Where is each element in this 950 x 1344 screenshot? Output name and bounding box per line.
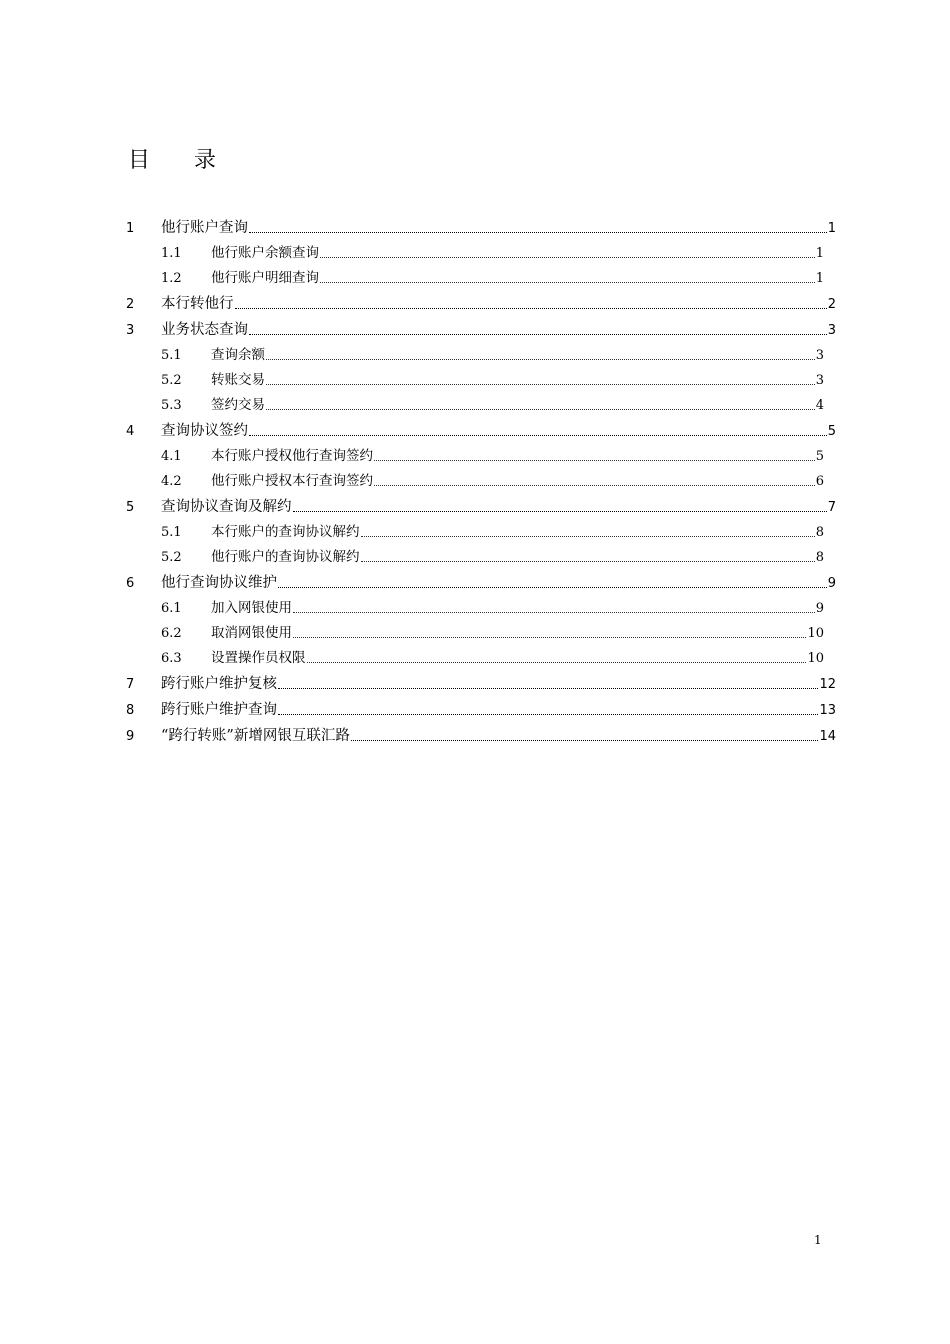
- toc-entry-label: 他行账户查询: [161, 220, 248, 236]
- dot-leader: [361, 535, 815, 537]
- toc-entry-number: 5.3: [161, 398, 182, 413]
- toc-entry-number: 1.1: [161, 246, 182, 261]
- toc-entry-page: 1: [827, 221, 836, 236]
- toc-entry-page: 3: [815, 348, 824, 363]
- toc-entry-label: 签约交易: [211, 397, 265, 413]
- toc-entry-page: 9: [827, 576, 836, 591]
- dot-leader: [266, 408, 815, 410]
- toc-entry-number: 3: [126, 323, 135, 338]
- toc-entry-page: 4: [815, 398, 824, 413]
- toc-entry-number: 5.2: [161, 550, 182, 565]
- toc-entry[interactable]: [126, 672, 836, 697]
- toc-subentry[interactable]: [126, 266, 836, 291]
- toc-entry-label: 跨行账户维护查询: [161, 702, 277, 718]
- toc-entry-number: 5.2: [161, 373, 182, 388]
- toc-entry-page: 10: [807, 626, 824, 641]
- toc-entry-label: 转账交易: [211, 372, 265, 388]
- dot-leader: [278, 687, 818, 689]
- toc-entry-label: 查询协议签约: [161, 423, 248, 439]
- toc-entry-label: 取消网银使用: [211, 625, 292, 641]
- toc-entry[interactable]: [126, 292, 836, 317]
- dot-leader: [278, 586, 827, 588]
- toc-entry-page: 13: [819, 703, 836, 718]
- dot-leader: [249, 434, 827, 436]
- toc-subentry[interactable]: [126, 545, 836, 570]
- dot-leader: [293, 510, 827, 512]
- toc-entry-page: 10: [807, 651, 824, 666]
- dot-leader: [235, 307, 827, 309]
- toc-entry-number: 4.2: [161, 474, 182, 489]
- toc-title: 目 录: [128, 148, 217, 173]
- toc-entry-label: 他行查询协议维护: [161, 575, 277, 591]
- toc-subentry[interactable]: [126, 241, 836, 266]
- toc-entry-page: 9: [815, 601, 824, 616]
- page-number: 1: [814, 1233, 822, 1247]
- dot-leader: [374, 484, 815, 486]
- toc-entry-page: 3: [815, 373, 824, 388]
- toc-entry-page: 1: [815, 246, 824, 261]
- toc-entry-label: 他行账户明细查询: [211, 270, 319, 286]
- toc-entry-page: 2: [827, 297, 836, 312]
- toc-entry-number: 1: [126, 221, 135, 236]
- toc-entry-page: 14: [819, 729, 836, 744]
- toc-entry-label: 本行账户的查询协议解约: [211, 524, 360, 540]
- toc-entry-page: 6: [815, 474, 824, 489]
- toc-entry-label: 跨行账户维护复核: [161, 676, 277, 692]
- toc-subentry[interactable]: [126, 469, 836, 494]
- toc-subentry[interactable]: [126, 368, 836, 393]
- toc-entry-page: 1: [815, 271, 824, 286]
- toc-entry-page: 12: [819, 677, 836, 692]
- toc-subentry[interactable]: [126, 646, 836, 671]
- toc-entry-number: 1.2: [161, 271, 182, 286]
- toc-subentry[interactable]: [126, 444, 836, 469]
- toc-entry-number: 6.2: [161, 626, 182, 641]
- toc-entry[interactable]: [126, 571, 836, 596]
- toc-entry-page: 5: [815, 449, 824, 464]
- toc-entry-number: 5: [126, 500, 135, 515]
- dot-leader: [266, 383, 815, 385]
- dot-leader: [320, 281, 815, 283]
- toc-entry-label: 查询余额: [211, 347, 265, 363]
- toc-entry[interactable]: [126, 318, 836, 343]
- toc-entry-number: 6: [126, 576, 135, 591]
- toc-entry-label: 加入网银使用: [211, 600, 292, 616]
- toc-entry-label: 他行账户余额查询: [211, 245, 319, 261]
- toc-subentry[interactable]: [126, 621, 836, 646]
- toc-entry[interactable]: [126, 216, 836, 241]
- toc-entry-label: 他行账户授权本行查询签约: [211, 473, 373, 489]
- toc-entry-page: 8: [815, 550, 824, 565]
- toc-entry-label: “跨行转账”新增网银互联汇路: [161, 728, 350, 744]
- toc-subentry[interactable]: [126, 520, 836, 545]
- toc-entry[interactable]: [126, 495, 836, 520]
- toc-entry-number: 2: [126, 297, 135, 312]
- toc-entry-number: 7: [126, 677, 135, 692]
- toc-entry-number: 4.1: [161, 449, 182, 464]
- toc-entry-label: 设置操作员权限: [211, 650, 306, 666]
- toc-entry-label: 本行转他行: [161, 296, 234, 312]
- toc-entry-label: 本行账户授权他行查询签约: [211, 448, 373, 464]
- toc-entry-page: 7: [827, 500, 836, 515]
- toc-entry[interactable]: [126, 698, 836, 723]
- dot-leader: [249, 231, 827, 233]
- toc-entry-number: 6.1: [161, 601, 182, 616]
- toc-entry-page: 5: [827, 424, 836, 439]
- toc-entry-number: 4: [126, 424, 135, 439]
- dot-leader: [266, 358, 815, 360]
- toc-entry-number: 5.1: [161, 348, 182, 363]
- toc-entry-page: 3: [827, 323, 836, 338]
- toc-entry-number: 5.1: [161, 525, 182, 540]
- table-of-contents: [126, 215, 836, 749]
- dot-leader: [293, 636, 806, 638]
- dot-leader: [351, 739, 819, 741]
- toc-subentry[interactable]: [126, 393, 836, 418]
- toc-entry-label: 他行账户的查询协议解约: [211, 549, 360, 565]
- toc-subentry[interactable]: [126, 596, 836, 621]
- toc-subentry[interactable]: [126, 343, 836, 368]
- toc-entry[interactable]: [126, 419, 836, 444]
- dot-leader: [307, 661, 807, 663]
- toc-entry-page: 8: [815, 525, 824, 540]
- dot-leader: [249, 333, 827, 335]
- dot-leader: [278, 713, 818, 715]
- toc-entry-number: 8: [126, 703, 135, 718]
- dot-leader: [293, 611, 815, 613]
- toc-entry-number: 9: [126, 729, 135, 744]
- toc-entry[interactable]: [126, 724, 836, 749]
- dot-leader: [374, 459, 815, 461]
- dot-leader: [361, 560, 815, 562]
- dot-leader: [320, 256, 815, 258]
- toc-entry-label: 查询协议查询及解约: [161, 499, 292, 515]
- toc-entry-number: 6.3: [161, 651, 182, 666]
- toc-entry-label: 业务状态查询: [161, 322, 248, 338]
